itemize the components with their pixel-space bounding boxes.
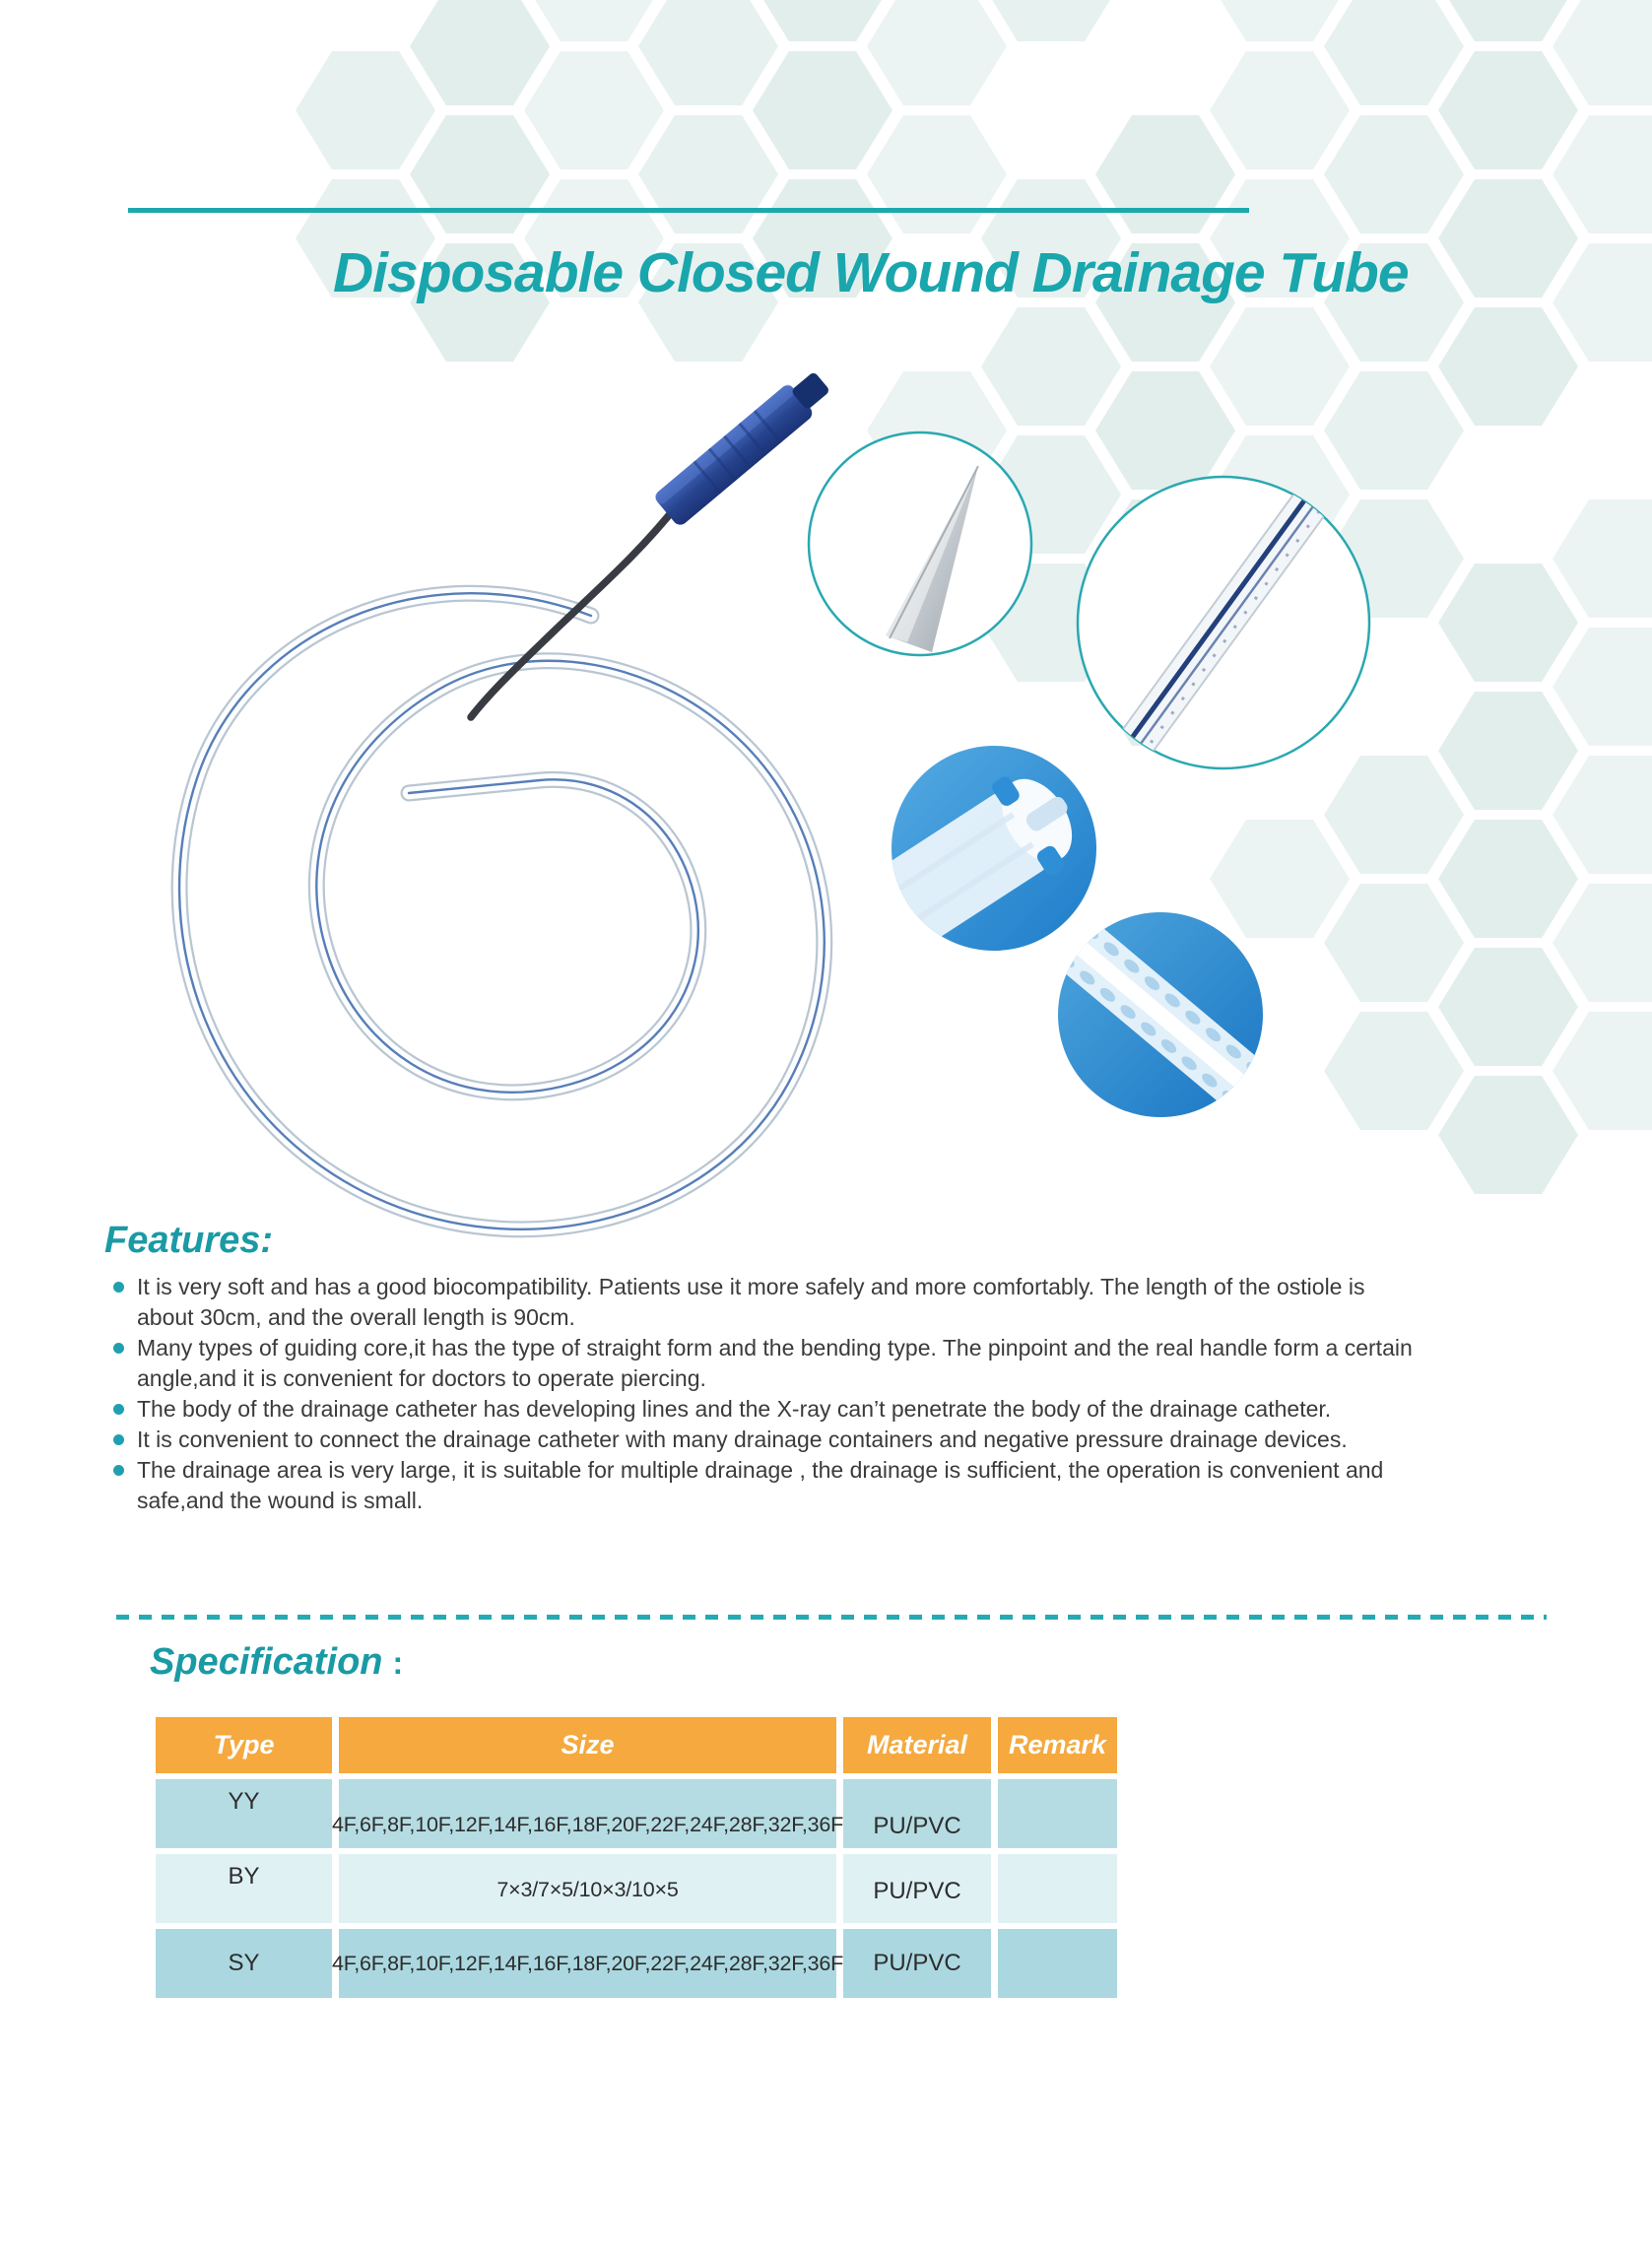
table-cell-size: 7×3/7×5/10×3/10×5 [339,1854,836,1923]
hexagon-decoration [1210,51,1350,169]
table-cell-material: PU/PVC [843,1779,991,1848]
hexagon-decoration [981,435,1121,554]
hexagon-decoration [296,51,435,169]
hexagon-decoration [524,51,664,169]
column-header-remark: Remark [998,1717,1117,1773]
hexagon-decoration [1553,0,1652,105]
hexagon-decoration [753,51,892,169]
hexagon-decoration [1553,499,1652,618]
column-header-material: Material [843,1717,991,1773]
feature-text: It is convenient to connect the drainage catheter with many drainage containers and negative pressure drainage devices. [137,1427,1348,1452]
hexagon-decoration [1553,756,1652,874]
features-heading: Features: [104,1220,274,1261]
bullet-dot-icon [113,1434,124,1445]
hexagon-decoration [1438,307,1578,426]
specification-table [156,1717,1117,1998]
hexagon-decoration [1553,1012,1652,1130]
hexagon-decoration [524,0,664,41]
table-cell-remark [998,1779,1117,1848]
bullet-dot-icon [113,1404,124,1415]
table-cell-size: 4F,6F,8F,10F,12F,14F,16F,18F,20F,22F,24F,28F,32F,36F [339,1779,836,1848]
features-list [110,1272,1413,1516]
hexagon-decoration [981,307,1121,426]
hexagon-decoration [1210,564,1350,682]
hexagon-decoration [1095,115,1235,233]
feature-text: The body of the drainage catheter has developing lines and the X-ray can’t penetrate the body of the drainage catheter. [137,1396,1332,1422]
hexagon-decoration [1324,115,1464,233]
hexagon-decoration [410,0,550,105]
feature-text: It is very soft and has a good biocompatibility. Patients use it more safely and more comfortably. The length of the ostiole is about 30cm, and the overall length is 90cm. [137,1274,1365,1330]
feature-item [110,1425,1413,1455]
hexagon-decoration [1210,0,1350,41]
hexagon-decoration [1210,820,1350,938]
column-header-type: Type [156,1717,332,1773]
hexagon-decoration [1324,884,1464,1002]
hexagon-decoration [1438,0,1578,41]
hexagon-decoration [981,0,1121,41]
bullet-dot-icon [113,1343,124,1354]
table-cell-type: YY [156,1779,332,1848]
hexagon-decoration [1324,499,1464,618]
feature-item [110,1272,1413,1333]
hexagon-decoration [1324,1012,1464,1130]
hexagon-decoration [1438,1076,1578,1194]
hexagon-decoration [1553,884,1652,1002]
feature-item [110,1455,1413,1516]
hexagon-decoration [867,115,1007,233]
bullet-dot-icon [113,1465,124,1476]
specification-colon: : [392,1645,404,1681]
hexagon-decoration [1438,51,1578,169]
hexagon-decoration [1438,564,1578,682]
hexagon-decoration [638,115,778,233]
hexagon-decoration [1210,435,1350,554]
feature-item [110,1333,1413,1394]
header-rule [128,208,1249,213]
hexagon-decoration [867,0,1007,105]
hexagon-decoration [1095,499,1235,618]
hexagon-decoration [753,0,892,41]
hexagon-decoration [1553,243,1652,362]
hexagon-decoration [867,371,1007,490]
hexagon-decoration [1210,307,1350,426]
hexagon-decoration [1324,756,1464,874]
table-cell-size: 4F,6F,8F,10F,12F,14F,16F,18F,20F,22F,24F,28F,32F,36F [339,1929,836,1998]
table-cell-material: PU/PVC [843,1854,991,1923]
bullet-dot-icon [113,1282,124,1293]
hexagon-decoration [1324,371,1464,490]
table-cell-type: SY [156,1929,332,1998]
hexagon-decoration [867,499,1007,618]
hexagon-decoration [1438,692,1578,810]
dashed-divider [116,1615,1547,1620]
table-cell-type: BY [156,1854,332,1923]
hexagon-decoration [981,564,1121,682]
feature-text: Many types of guiding core,it has the type of straight form and the bending type. The pinpoint and the real handle form a certain angle,and it is convenient for doctors to operate piercing. [137,1335,1413,1391]
hexagon-decoration [1438,948,1578,1066]
hexagon-decoration [1095,628,1235,746]
column-header-size: Size [339,1717,836,1773]
table-cell-material: PU/PVC [843,1929,991,1998]
table-cell-remark [998,1929,1117,1998]
hexagon-decoration [1095,371,1235,490]
hexagon-decoration [1438,179,1578,298]
hexagon-decoration [1324,0,1464,105]
hexagon-decoration [410,115,550,233]
specification-label: Specification [150,1641,383,1683]
table-cell-remark [998,1854,1117,1923]
hexagon-decoration [638,0,778,105]
specification-heading [150,1641,403,1684]
hexagon-decoration [1553,115,1652,233]
feature-item [110,1394,1413,1425]
hexagon-decoration [1438,820,1578,938]
feature-text: The drainage area is very large, it is suitable for multiple drainage , the drainage is sufficient, the operation is convenient and safe,and the wound is small. [137,1457,1384,1513]
hexagon-decoration [1553,628,1652,746]
page-title: Disposable Closed Wound Drainage Tube [333,241,1409,304]
